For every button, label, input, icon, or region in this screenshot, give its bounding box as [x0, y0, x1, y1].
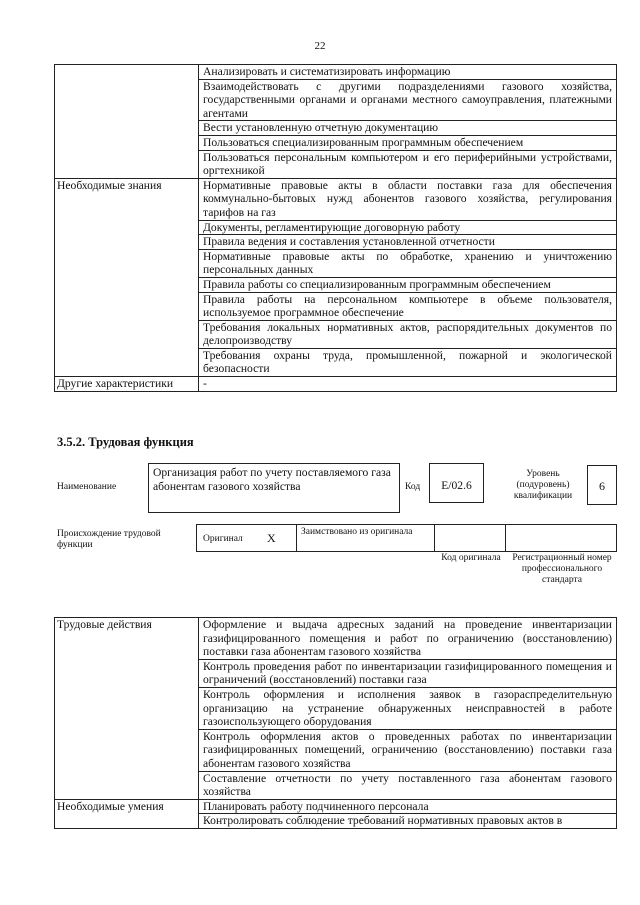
row-item: Пользоваться специализированным программным обеспечением — [199, 135, 617, 150]
row-label: Другие характеристики — [55, 377, 199, 392]
original-code-cell — [434, 524, 506, 552]
row-item: Взаимодействовать с другими подразделениями газового хозяйства, государственными органами и органами местного самоуправления, платежными агентами — [199, 79, 617, 121]
table-row — [55, 377, 617, 392]
original-cell — [196, 524, 297, 552]
borrowed-label: Заимствовано из оригинала — [301, 527, 413, 537]
function-name-box — [148, 463, 400, 513]
row-item: Требования охраны труда, промышленной, пожарной и экологической безопасности — [199, 348, 617, 376]
table-row — [55, 65, 617, 80]
code-value-box — [429, 463, 484, 503]
origin-label: Происхождение трудовой функции — [57, 529, 161, 550]
row-item: Анализировать и систематизировать информацию — [199, 65, 617, 80]
row-label: Необходимые умения — [55, 799, 199, 828]
row-item: Составление отчетности по учету поставленного газа абонентам газового хозяйства — [199, 771, 617, 799]
row-label — [55, 65, 199, 179]
row-item: Правила работы на персональном компьютере в объеме пользователя, используемое программное обеспечение — [199, 292, 617, 320]
row-item: Правила ведения и составления установленной отчетности — [199, 235, 617, 250]
table-row — [55, 618, 617, 660]
table-row — [55, 799, 617, 814]
function-name-value: Организация работ по учету поставляемого газа абонентам газового хозяйства — [153, 466, 391, 493]
row-item: Планировать работу подчиненного персонала — [199, 799, 617, 814]
row-item: Контролировать соблюдение требований нормативных правовых актов в — [199, 814, 617, 829]
code-caption: Код оригинала — [441, 553, 501, 563]
section-title: 3.5.2. Трудовая функция — [57, 435, 194, 449]
row-item: Контроль проведения работ по инвентаризации газифицированного помещения и ограничений (восстановлений) поставки газа — [199, 659, 617, 687]
row-item: Нормативные правовые акты по обработке, хранению и уничтожению персональных данных — [199, 249, 617, 277]
row-item: Пользоваться персональным компьютером и его периферийными устройствами, оргтехникой — [199, 150, 617, 178]
original-mark: X — [267, 531, 276, 545]
reg-caption: Регистрационный номер профессионального стандарта — [512, 553, 612, 585]
row-item: Оформление и выдача адресных заданий на проведение инвентаризации газифицированного помещения и работ по ограничению (восстановлению) поставки газа абонентам газового хозяйства — [199, 618, 617, 660]
page-number: 22 — [314, 40, 326, 52]
name-label: Наименование — [57, 482, 117, 492]
reg-number-cell — [505, 524, 617, 552]
level-value-box — [587, 465, 617, 505]
original-label: Оригинал — [203, 534, 243, 544]
borrowed-cell — [296, 524, 435, 552]
row-item: Правила работы со специализированным программным обеспечением — [199, 277, 617, 292]
skills-knowledge-table — [54, 64, 617, 392]
code-label: Код — [405, 482, 421, 492]
row-item: Требования локальных нормативных актов, распорядительных документов по делопроизводству — [199, 320, 617, 348]
table-row — [55, 178, 617, 220]
labor-actions-table — [54, 617, 617, 829]
row-label: Необходимые знания — [55, 178, 199, 376]
row-item: Контроль оформления и исполнения заявок в газораспределительную организацию на устранение обнаруженных неисправностей в работе газоиспользующего оборудования — [199, 687, 617, 729]
row-item: Документы, регламентирующие договорную работу — [199, 220, 617, 235]
row-item: - — [199, 377, 617, 392]
code-value: E/02.6 — [441, 479, 472, 492]
level-value: 6 — [599, 479, 605, 493]
row-item: Вести установленную отчетную документацию — [199, 121, 617, 136]
row-item: Нормативные правовые акты в области поставки газа для обеспечения коммунально-бытовых нужд абонентов газового хозяйства, регулирования тарифов на газ — [199, 178, 617, 220]
row-label: Трудовые действия — [55, 618, 199, 800]
level-label: Уровень (подуровень) квалификации — [513, 469, 573, 501]
row-item: Контроль оформления актов о проведенных работах по инвентаризации газифицированных помещений, ограничению (восстановлению) поставки газа абонентам газового хозяйства — [199, 729, 617, 771]
